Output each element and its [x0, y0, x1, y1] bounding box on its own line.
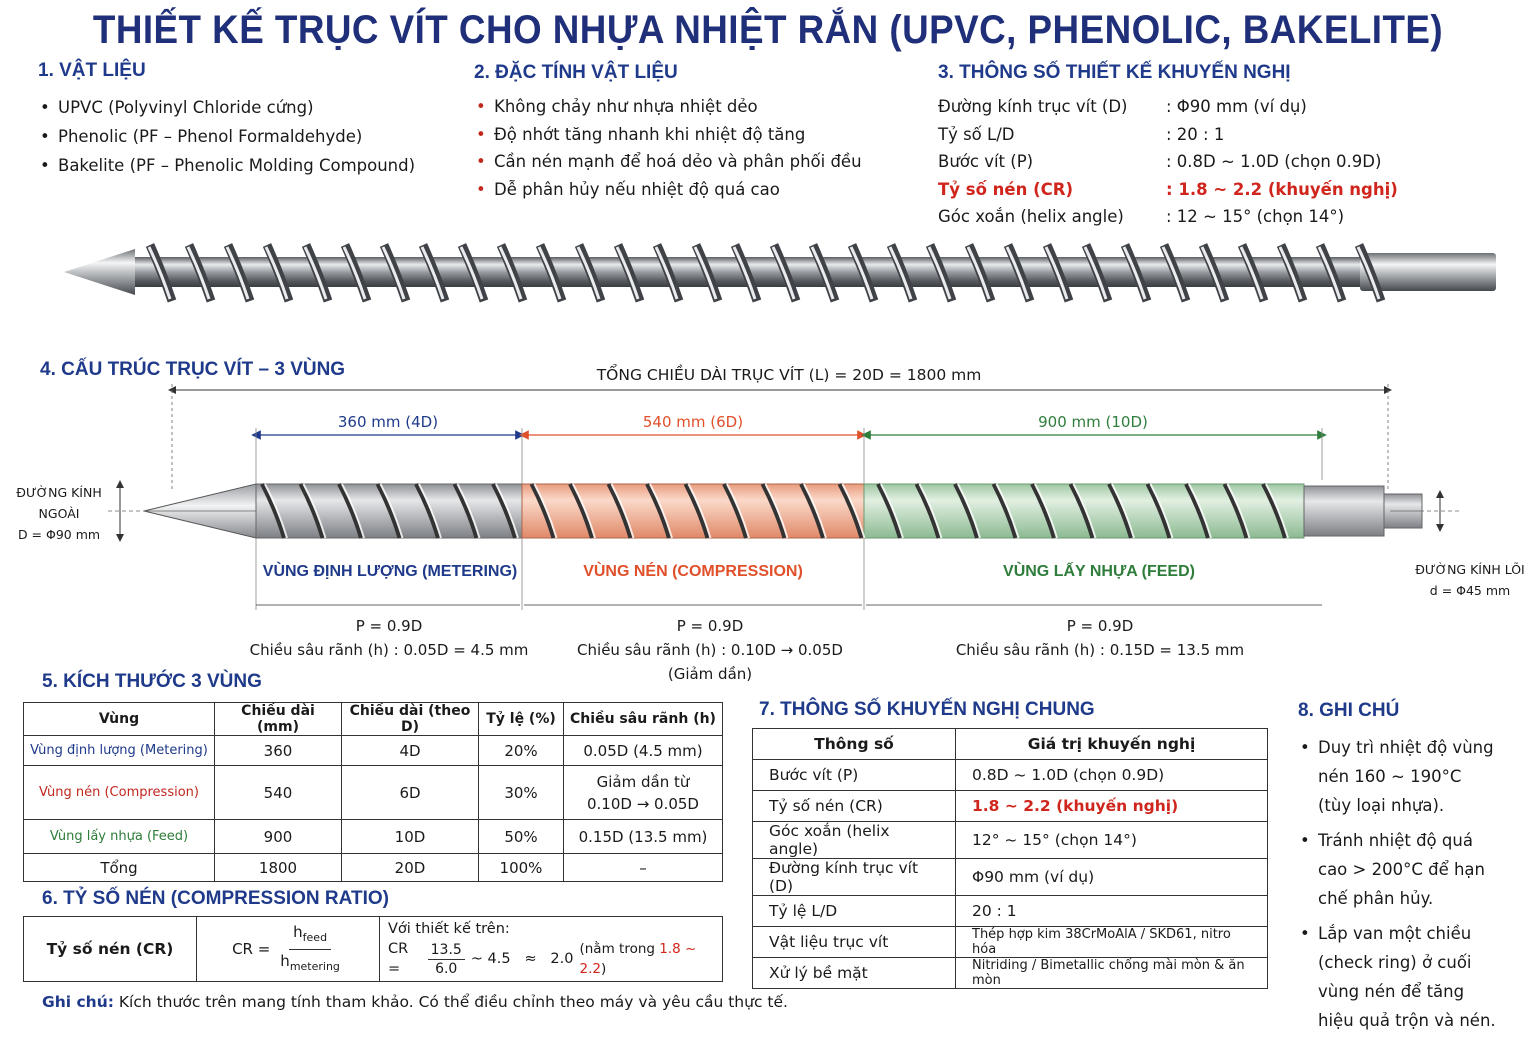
- section-2-heading: 2. ĐẶC TÍNH VẬT LIỆU: [474, 62, 678, 83]
- metering-pitch: P = 0.9D: [355, 617, 423, 635]
- spec-row: [938, 148, 1498, 176]
- num-sub: feed: [302, 930, 328, 944]
- cr-label: Tỷ số nén (CR): [24, 917, 197, 982]
- table-row: [753, 760, 1268, 791]
- table-cell: Vùng nén (Compression): [24, 766, 215, 820]
- table-header-row: [24, 703, 723, 736]
- compression-depth-note: (Giảm dần): [667, 665, 753, 683]
- spec-value: : Φ90 mm (ví dụ): [1166, 97, 1307, 116]
- design-spec-list: [938, 93, 1498, 231]
- table-header: Vùng: [24, 703, 215, 736]
- recommended-params-table: [752, 728, 1268, 989]
- table-cell: 20D: [342, 854, 479, 882]
- table-cell: Vùng định lượng (Metering): [24, 736, 215, 766]
- feed-length-label: 900 mm (10D): [1038, 413, 1148, 431]
- cr-eq2: CR =: [388, 941, 409, 977]
- zone-compression-label: VÙNG NÉN (COMPRESSION): [583, 563, 803, 580]
- outer-diameter-line2: NGOÀI: [38, 506, 80, 521]
- table-cell: 20 : 1: [956, 896, 1268, 927]
- table-row: [753, 822, 1268, 859]
- section-7-heading: 7. THÔNG SỐ KHUYẾN NGHỊ CHUNG: [759, 699, 1095, 720]
- metering-spec: [226, 614, 552, 662]
- spec-value: : 0.8D ~ 1.0D (chọn 0.9D): [1166, 152, 1382, 171]
- cr-approx: ~ 4.5 ≈ 2.0: [470, 951, 574, 967]
- list-item: • Duy trì nhiệt độ vùng nén 160 ~ 190°C (tùy loại nhựa).: [1298, 733, 1498, 820]
- table-cell: 100%: [479, 854, 564, 882]
- table-cell: Tỷ số nén (CR): [753, 791, 956, 822]
- table-header-row: [753, 729, 1268, 760]
- table-cell: 900: [215, 820, 342, 854]
- compression-depth: Chiều sâu rãnh (h) : 0.10D → 0.05D: [577, 641, 843, 659]
- compression-spec: [532, 614, 888, 686]
- section-4-heading: 4. CẤU TRÚC TRỤC VÍT – 3 VÙNG: [40, 359, 346, 380]
- list-item: • Không chảy như nhựa nhiệt dẻo: [474, 93, 914, 121]
- table-header: Chiều dài (mm): [215, 703, 342, 736]
- metering-depth: Chiều sâu rãnh (h) : 0.05D = 4.5 mm: [249, 641, 529, 659]
- table-cell: Góc xoắn (helix angle): [753, 822, 956, 859]
- core-diameter-label: [1406, 559, 1534, 601]
- table-cell: Φ90 mm (ví dụ): [956, 859, 1268, 896]
- feed-spec: [920, 614, 1280, 662]
- cr-with: Với thiết kế trên:: [388, 921, 510, 937]
- table-cell: Tổng: [24, 854, 215, 882]
- spec-row: [938, 93, 1498, 121]
- den-sub: metering: [289, 959, 340, 973]
- table-row: [753, 958, 1268, 989]
- spec-key: Bước vít (P): [938, 152, 1034, 171]
- footer-label: Ghi chú:: [42, 993, 114, 1011]
- cr-num: 13.5: [428, 941, 465, 960]
- compression-pitch: P = 0.9D: [676, 617, 744, 635]
- spec-value: : 1.8 ~ 2.2 (khuyến nghị): [1166, 179, 1398, 199]
- properties-list: [474, 93, 914, 203]
- page-title: THIẾT KẾ TRỤC VÍT CHO NHỰA NHIỆT RẮN (UPVC, PHENOLIC, BAKELITE): [92, 8, 1444, 52]
- table-row: [24, 820, 723, 854]
- table-row-total: [24, 854, 723, 882]
- notes-list: [1298, 733, 1498, 1041]
- spec-value: : 12 ~ 15° (chọn 14°): [1166, 207, 1345, 226]
- spec-key: Tỷ số L/D: [938, 124, 1015, 144]
- table-cell: 6D: [342, 766, 479, 820]
- table-header: Thông số: [753, 729, 956, 760]
- list-item: • Bakelite (PF – Phenolic Molding Compound): [38, 151, 458, 180]
- table-cell: [564, 766, 723, 820]
- cr-den: 6.0: [435, 960, 458, 977]
- section-3-heading: 3. THÔNG SỐ THIẾT KẾ KHUYẾN NGHỊ: [938, 62, 1291, 83]
- table-cell: 4D: [342, 736, 479, 766]
- cr-formula: [197, 917, 380, 982]
- spec-value: : 20 : 1: [1166, 124, 1225, 144]
- footer-note: [42, 993, 788, 1011]
- table-cell: 360: [215, 736, 342, 766]
- table-row: [753, 791, 1268, 822]
- table-cell: 50%: [479, 820, 564, 854]
- table-cell: Bước vít (P): [753, 760, 956, 791]
- materials-list: [38, 93, 458, 180]
- list-item: • Tránh nhiệt độ quá cao > 200°C để hạn chế phân hủy.: [1298, 826, 1498, 913]
- depth-line2: 0.10D → 0.05D: [586, 794, 699, 813]
- compression-ratio-table: [23, 916, 723, 982]
- num-h: h: [293, 922, 303, 941]
- table-cell: 12° ~ 15° (chọn 14°): [956, 822, 1268, 859]
- table-cell: Vùng lấy nhựa (Feed): [24, 820, 215, 854]
- screw-shank: [1304, 486, 1384, 536]
- list-item: • Cần nén mạnh để hoá dẻo và phân phối đều: [474, 148, 914, 176]
- table-cell: 540: [215, 766, 342, 820]
- section-8-heading: 8. GHI CHÚ: [1298, 700, 1400, 721]
- outer-diameter-line1: ĐƯỜNG KÍNH: [16, 485, 102, 500]
- core-diameter-line1: ĐƯỜNG KÍNH LÕI: [1415, 562, 1525, 577]
- feed-depth: Chiều sâu rãnh (h) : 0.15D = 13.5 mm: [955, 641, 1245, 659]
- footer-text: Kích thước trên mang tính tham khảo. Có thể điều chỉnh theo máy và yêu cầu thực tế.: [113, 993, 788, 1011]
- table-cell: Xử lý bề mặt: [753, 958, 956, 989]
- table-cell: 1.8 ~ 2.2 (khuyến nghị): [956, 791, 1268, 822]
- table-cell: 20%: [479, 736, 564, 766]
- outer-diameter-line3: D = Φ90 mm: [17, 527, 101, 542]
- cr-range: 1.8 ~ 2.2: [579, 941, 697, 977]
- table-cell: Đường kính trục vít (D): [753, 859, 956, 896]
- table-row: [753, 896, 1268, 927]
- screw-illustration: [0, 225, 1536, 330]
- table-cell: Nitriding / Bimetallic chống mài mòn & ăn mòn: [956, 958, 1268, 989]
- outer-diameter-label: [0, 482, 118, 545]
- list-item: • Lắp van một chiều (check ring) ở cuối vùng nén để tăng hiệu quả trộn và nén.: [1298, 919, 1498, 1035]
- section-6-heading: 6. TỶ SỐ NÉN (COMPRESSION RATIO): [42, 888, 389, 909]
- table-cell: Thép hợp kim 38CrMoAlA / SKD61, nitro hóa: [956, 927, 1268, 958]
- cr-eq: CR =: [232, 940, 271, 958]
- table-cell: 1800: [215, 854, 342, 882]
- section-5-heading: 5. KÍCH THƯỚC 3 VÙNG: [42, 671, 262, 692]
- table-row: [24, 736, 723, 766]
- zone-metering-label: VÙNG ĐỊNH LƯỢNG (METERING): [262, 563, 518, 580]
- compression-length-label: 540 mm (6D): [642, 413, 744, 431]
- metering-length-label: 360 mm (4D): [337, 413, 439, 431]
- list-item: • Phenolic (PF – Phenol Formaldehyde): [38, 122, 458, 151]
- cr-calc: [380, 917, 723, 982]
- zone-feed-label: VÙNG LẤY NHỰA (FEED): [1003, 563, 1195, 580]
- list-item: • Dễ phân hủy nếu nhiệt độ quá cao: [474, 176, 914, 204]
- list-item: • UPVC (Polyvinyl Chloride cứng): [38, 93, 458, 122]
- depth-line1: Giảm dần từ: [596, 772, 690, 791]
- table-header: Chiều sâu rãnh (h): [564, 703, 723, 736]
- table-row: [753, 859, 1268, 896]
- table-cell: Vật liệu trục vít: [753, 927, 956, 958]
- table-row: [24, 766, 723, 820]
- cr-range-post: ): [600, 961, 607, 977]
- den-h: h: [280, 951, 290, 970]
- section-1-heading: 1. VẬT LIỆU: [38, 60, 146, 81]
- table-cell: Tỷ lệ L/D: [753, 896, 956, 927]
- zone-dimension-table: [23, 702, 723, 882]
- table-cell: 30%: [479, 766, 564, 820]
- cr-range-pre: (nằm trong: [579, 941, 660, 957]
- table-cell: –: [564, 854, 723, 882]
- table-cell: 0.05D (4.5 mm): [564, 736, 723, 766]
- table-cell: 10D: [342, 820, 479, 854]
- feed-pitch: P = 0.9D: [1066, 617, 1134, 635]
- list-item: • Độ nhớt tăng nhanh khi nhiệt độ tăng: [474, 121, 914, 149]
- spec-key: Góc xoắn (helix angle): [938, 207, 1124, 226]
- total-length-label: TỔNG CHIỀU DÀI TRỤC VÍT (L) = 20D = 1800 mm: [596, 366, 982, 384]
- spec-key: Đường kính trục vít (D): [938, 97, 1128, 116]
- spec-row-highlight: [938, 176, 1498, 204]
- table-cell: 0.8D ~ 1.0D (chọn 0.9D): [956, 760, 1268, 791]
- core-diameter-line2: d = Φ45 mm: [1429, 583, 1511, 598]
- table-header: Chiều dài (theo D): [342, 703, 479, 736]
- table-row: [753, 927, 1268, 958]
- spec-key: Tỷ số nén (CR): [938, 179, 1073, 199]
- table-header: Tỷ lệ (%): [479, 703, 564, 736]
- spec-row: [938, 121, 1498, 149]
- table-cell: 0.15D (13.5 mm): [564, 820, 723, 854]
- table-header: Giá trị khuyến nghị: [956, 729, 1268, 760]
